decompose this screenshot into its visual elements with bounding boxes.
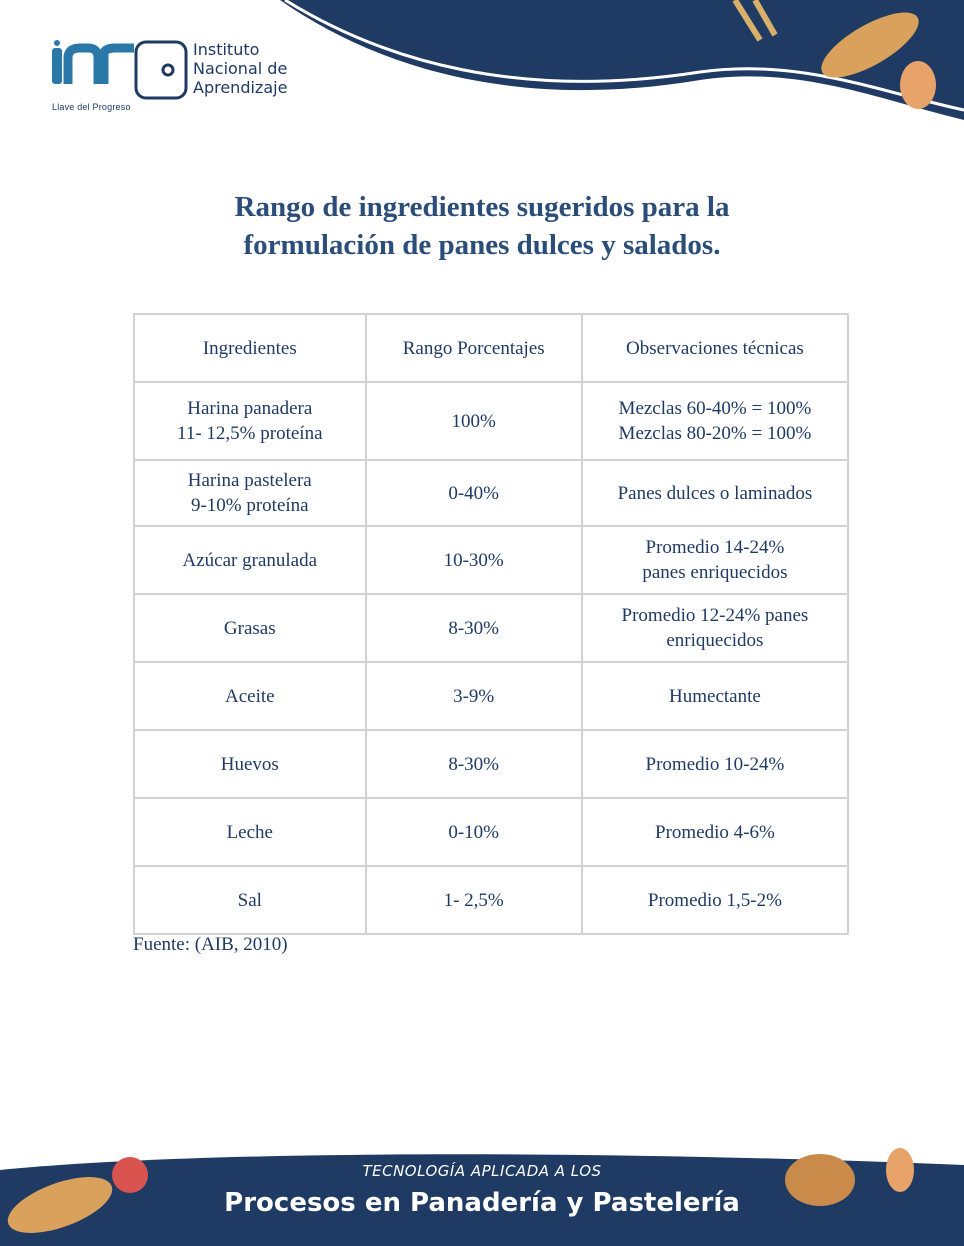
cell-notes [582,526,848,594]
cell-ingredient [134,460,366,526]
footer-subtitle: TECNOLOGÍA APLICADA A LOS [362,1162,602,1180]
logo-line: Nacional de [193,59,288,78]
cell-ingredient [134,594,366,662]
cell-range-line: 10-30% [443,549,504,571]
table-row [134,594,848,662]
logo-institution-name [193,40,287,97]
cell-notes-line: Promedio 1,5-2% [647,889,782,911]
cell-ingredient-line: Leche [226,821,273,843]
cell-range-line: 3-9% [453,685,495,707]
cell-ingredient-line: Huevos [220,753,279,775]
cell-ingredient-line: Harina panadera [187,398,313,419]
title-line: formulación de panes dulces y salados. [243,229,721,261]
table-body [134,382,848,934]
cell-notes-line: Humectante [669,685,761,707]
cell-notes [582,662,848,730]
table-row [134,730,848,798]
ingredients-table [133,313,849,935]
source-citation: Fuente: (AIB, 2010) [133,934,288,955]
cell-notes-line: Promedio 4-6% [655,821,775,843]
table-row [134,460,848,526]
cell-notes [582,730,848,798]
ina-logo [50,40,320,115]
cell-range [366,460,582,526]
cell-range [366,866,582,934]
table-row [134,798,848,866]
cell-ingredient [134,662,366,730]
cell-ingredient-line: Aceite [224,685,275,707]
column-header-range: Rango Porcentajes [366,314,582,382]
cell-notes-line: Promedio 14-24% [645,537,785,558]
cell-notes-line: Promedio 12-24% panes [621,605,809,626]
cell-range-line: 0-10% [448,821,500,843]
cell-notes [582,382,848,460]
table-header-row [134,314,848,382]
title-line: Rango de ingredientes sugeridos para la [234,191,730,223]
cell-range-line: 8-30% [448,753,500,775]
cell-ingredient [134,526,366,594]
cell-ingredient-line: 9-10% proteína [190,495,309,516]
cell-range [366,798,582,866]
cell-notes [582,460,848,526]
cell-ingredient-line: Grasas [223,617,276,639]
cell-notes-line: Mezclas 80-20% = 100% [618,423,812,444]
table-row [134,866,848,934]
cell-ingredient [134,730,366,798]
page-title [100,188,864,264]
ina-logo-mark [50,40,190,102]
cell-notes-line: enriquecidos [666,630,764,651]
cell-ingredient-line: Harina pastelera [187,470,312,491]
cell-ingredient [134,866,366,934]
column-header-notes: Observaciones técnicas [582,314,848,382]
table-row [134,662,848,730]
cell-range [366,730,582,798]
cell-notes-line: Promedio 10-24% [645,753,785,775]
cell-notes [582,866,848,934]
cell-range-line: 8-30% [448,617,500,639]
cell-range [366,526,582,594]
cell-ingredient [134,382,366,460]
cell-ingredient [134,798,366,866]
logo-line: Instituto [193,40,260,59]
cell-range-line: 1- 2,5% [443,889,504,911]
cell-range-line: 100% [451,410,496,432]
cell-ingredient-line: Sal [237,889,262,911]
logo-tagline: Llave del Progreso [52,102,131,112]
table-row [134,526,848,594]
cell-notes-line: panes enriquecidos [642,562,788,583]
footer-title: Procesos en Panadería y Pastelería [224,1188,740,1218]
table-row [134,382,848,460]
cell-range [366,382,582,460]
logo-line: Aprendizaje [193,78,288,97]
cell-range [366,594,582,662]
cell-notes [582,594,848,662]
cell-range-line: 0-40% [448,482,500,504]
cell-notes-line: Mezclas 60-40% = 100% [618,398,812,419]
cell-range [366,662,582,730]
cell-ingredient-line: Azúcar granulada [182,549,318,571]
cell-ingredient-line: 11- 12,5% proteína [177,423,323,444]
cell-notes [582,798,848,866]
cell-notes-line: Panes dulces o laminados [617,482,813,504]
column-header-ingredients: Ingredientes [134,314,366,382]
